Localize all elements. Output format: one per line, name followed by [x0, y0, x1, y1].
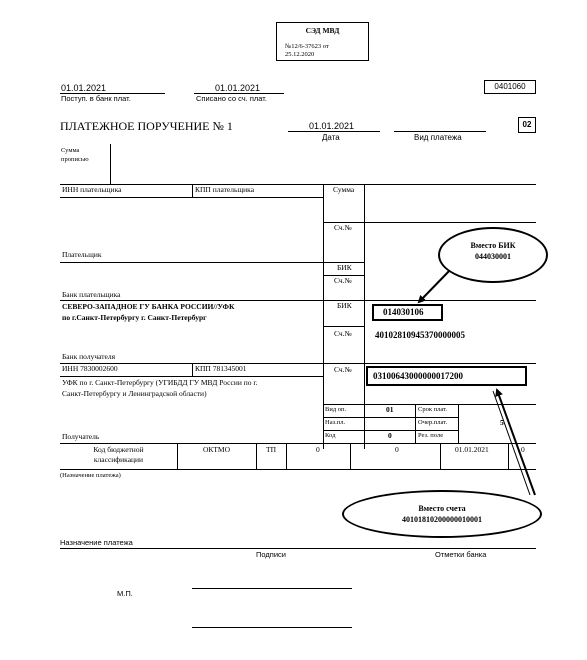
callout-bik-line2: 044030001 — [475, 252, 511, 261]
code-label: Код — [325, 432, 336, 439]
stamp-place: М.П. — [117, 589, 133, 598]
written-off-label: Списано со сч. плат. — [196, 94, 267, 103]
callout-account — [342, 490, 542, 538]
recipient-label: Получатель — [62, 432, 100, 441]
recipient-bank-name-1: СЕВЕРО-ЗАПАДНОЕ ГУ БАНКА РОССИИ//УФК — [62, 302, 235, 311]
order-date: 01.01.2021 — [309, 121, 355, 131]
sed-stamp-date: 25.12.2020 — [285, 51, 315, 58]
sum-label: Сумма — [333, 185, 355, 194]
bank-marks-label: Отметки банка — [435, 550, 487, 559]
payer-bank-label: Банк плательщика — [62, 290, 121, 299]
budget-v3: 0 — [521, 445, 525, 454]
recipient-account-label: Сч.№ — [334, 365, 352, 374]
payer-corr-account-label: Сч.№ — [334, 276, 352, 285]
amount-words-label-1: Сумма — [61, 147, 80, 154]
callout-bik — [438, 227, 548, 283]
payer-inn-label: ИНН плательщика — [62, 185, 122, 194]
bank-received-date: 01.01.2021 — [61, 83, 107, 93]
op-type-value: 01 — [386, 405, 394, 414]
pay-term-label: Срок плат. — [418, 406, 448, 413]
recipient-name-2: Санкт-Петербургу и Ленинградской области) — [62, 389, 207, 398]
written-off-date: 01.01.2021 — [215, 83, 261, 93]
recipient-corr-value: 40102810945370000005 — [375, 330, 465, 340]
payer-status: 02 — [518, 117, 536, 133]
purpose-code-label: Наз.пл. — [325, 419, 346, 426]
payer-bik-label: БИК — [337, 263, 352, 272]
payer-account-label: Сч.№ — [334, 223, 352, 232]
payer-label: Плательщик — [62, 250, 102, 259]
kbk-label-1: Код бюджетной — [93, 445, 144, 454]
reserve-label: Рез. поле — [418, 432, 444, 439]
callout-account-line2: 40101810200000010001 — [402, 515, 482, 524]
op-type-label: Вид оп. — [325, 406, 347, 413]
purpose-label: Назначение платежа — [60, 538, 133, 547]
bank-received-label: Поступ. в банк плат. — [61, 94, 131, 103]
budget-v2: 0 — [395, 445, 399, 454]
tp-label: ТП — [266, 445, 276, 454]
payer-kpp-label: КПП плательщика — [195, 185, 255, 194]
sed-stamp-number: №12/6-37623 от — [285, 43, 329, 50]
recipient-bik-value: 014030106 — [383, 307, 424, 317]
recipient-name-1: УФК по г. Санкт-Петербургу (УГИБДД ГУ МВД России по г. — [62, 378, 258, 387]
budget-v1: 0 — [316, 445, 320, 454]
sed-stamp-title: СЭД МВД — [305, 26, 340, 35]
budget-date: 01.01.2021 — [455, 445, 489, 454]
payment-type-label: Вид платежа — [414, 133, 462, 142]
recipient-account-value: 03100643000000017200 — [373, 371, 463, 381]
bik-arrow — [419, 268, 452, 302]
recipient-bank-label: Банк получателя — [62, 352, 116, 361]
recipient-corr-label: Сч.№ — [334, 329, 352, 338]
purpose-small: (Назначение платежа) — [60, 472, 121, 479]
priority-value: 5 — [500, 418, 504, 427]
callout-account-line1: Вместо счета — [418, 504, 466, 513]
recipient-inn: ИНН 7830002600 — [62, 364, 118, 373]
recipient-kpp: КПП 781345001 — [195, 364, 247, 373]
amount-words-label-2: прописью — [61, 156, 89, 163]
signatures-label: Подписи — [256, 550, 286, 559]
form-code: 0401060 — [484, 80, 536, 94]
recipient-bank-name-2: по г.Санкт-Петербургу г. Санкт-Петербург — [62, 313, 207, 322]
account-arrow — [497, 390, 535, 495]
order-date-label: Дата — [322, 133, 340, 142]
code-value: 0 — [388, 431, 392, 440]
callout-bik-line1: Вместо БИК — [470, 241, 516, 250]
order-title: ПЛАТЕЖНОЕ ПОРУЧЕНИЕ № 1 — [60, 119, 233, 133]
kbk-label-2: классификации — [93, 455, 144, 464]
recipient-bik-label: БИК — [337, 301, 352, 310]
oktmo-label: ОКТМО — [203, 445, 230, 454]
priority-label: Очер.плат. — [418, 419, 448, 426]
